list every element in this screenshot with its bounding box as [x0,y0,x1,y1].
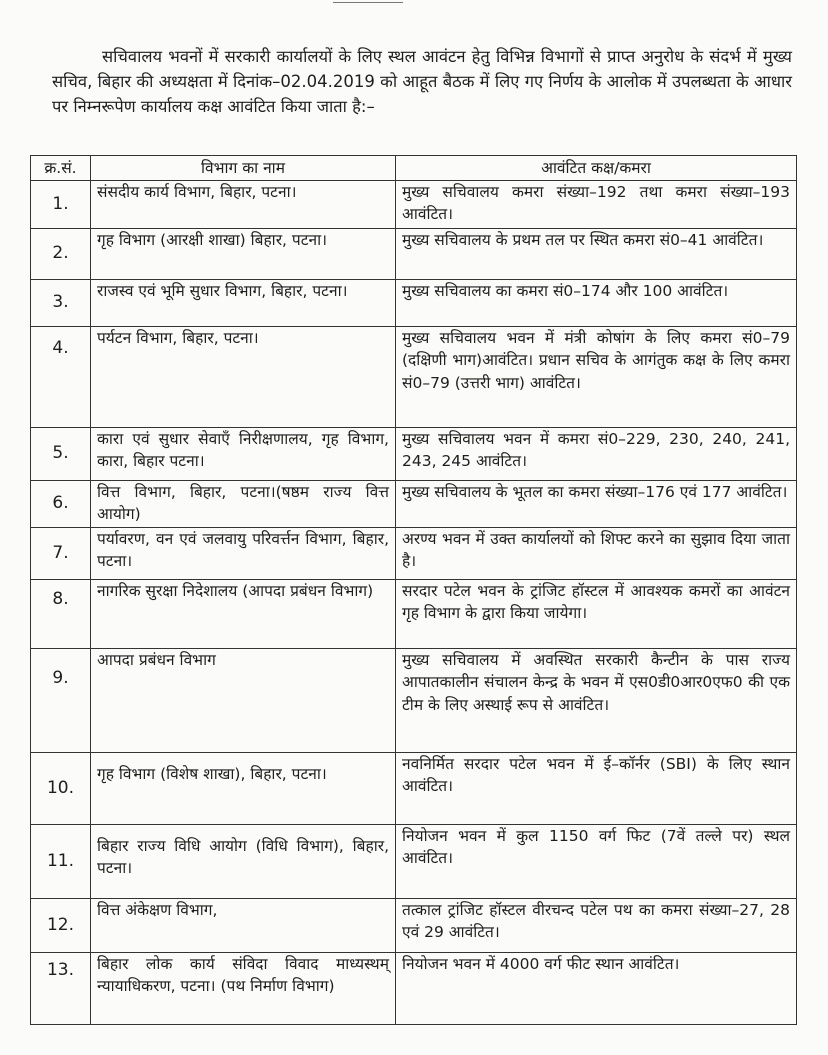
department-name: गृह विभाग (विशेष शाखा), बिहार, पटना। [91,752,396,824]
allocated-room: मुख्य सचिवालय कमरा संख्या–192 तथा कमरा संख्या–193 आवंटित। [396,180,797,228]
row-number: 3. [31,279,91,326]
row-number: 9. [31,648,91,752]
department-name: कारा एवं सुधार सेवाएँ निरीक्षणालय, गृह विभाग, कारा, बिहार पटना। [91,427,396,480]
row-number: 5. [31,427,91,480]
allocated-room: अरण्य भवन में उक्त कार्यालयों को शिफ्ट करने का सुझाव दिया जाता है। [396,527,797,579]
department-name: आपदा प्रबंधन विभाग [91,648,396,752]
table-row [31,326,797,427]
row-number: 2. [31,228,91,279]
allocated-room: नियोजन भवन में कुल 1150 वर्ग फिट (7वें तल्ले पर) स्थल आवंटित। [396,824,797,898]
department-name: बिहार राज्य विधि आयोग (विधि विभाग), बिहार, पटना। [91,824,396,898]
allocated-room: तत्काल ट्रांजिट हॉस्टल वीरचन्द पटेल पथ का कमरा संख्या–27, 28 एवं 29 आवंटित। [396,898,797,952]
allocated-room: नियोजन भवन में 4000 वर्ग फीट स्थान आवंटित। [396,952,797,1024]
top-rule [333,2,403,3]
row-number: 4. [31,326,91,427]
department-name: बिहार लोक कार्य संविदा विवाद माध्यस्थम् न्यायाधिकरण, पटना। (पथ निर्माण विभाग) [91,952,396,1024]
table-row [31,752,797,824]
allocated-room: मुख्य सचिवालय भवन में कमरा सं0–229, 230, 240, 241, 243, 245 आवंटित। [396,427,797,480]
row-number: 6. [31,480,91,527]
row-number: 12. [31,898,91,952]
table-row [31,228,797,279]
table-row [31,579,797,648]
row-number: 1. [31,180,91,228]
header-department: विभाग का नाम [91,156,396,181]
allocated-room: मुख्य सचिवालय के भूतल का कमरा संख्या–176 एवं 177 आवंटित। [396,480,797,527]
row-number: 8. [31,579,91,648]
header-room: आवंटित कक्ष/कमरा [396,156,797,181]
department-name: पर्यटन विभाग, बिहार, पटना। [91,326,396,427]
allocated-room: मुख्य सचिवालय में अवस्थित सरकारी कैन्टीन के पास राज्य आपातकालीन संचालन केन्द्र के भवन में एस0डी0आर0एफ0 की एक टीम के लिए अस्थाई रूप से आवंटित। [396,648,797,752]
department-name: संसदीय कार्य विभाग, बिहार, पटना। [91,180,396,228]
table-row [31,648,797,752]
table-header-row [31,156,797,181]
department-name: नागरिक सुरक्षा निदेशालय (आपदा प्रबंधन विभाग) [91,579,396,648]
table-row [31,952,797,1024]
row-number: 11. [31,824,91,898]
table-row [31,279,797,326]
allocated-room: मुख्य सचिवालय भवन में मंत्री कोषांग के लिए कमरा सं0–79 (दक्षिणी भाग)आवंटित। प्रधान सचिव के आगंतुक कक्ष के लिए कमरा सं0–79 (उत्तरी भाग) आवंटित। [396,326,797,427]
allocated-room: नवनिर्मित सरदार पटेल भवन में ई–कॉर्नर (SBI) के लिए स्थान आवंटित। [396,752,797,824]
department-name: वित्त विभाग, बिहार, पटना।(षष्ठम राज्य वित्त आयोग) [91,480,396,527]
table-row [31,180,797,228]
row-number: 10. [31,752,91,824]
intro-paragraph: सचिवालय भवनों में सरकारी कार्यालयों के लिए स्थल आवंटन हेतु विभिन्न विभागों से प्राप्त अनुरोध के संदर्भ में मुख्य सचिव, बिहार की अध्यक्षता में दिनांक–02.04.2019 को आहूत बैठक में लिए गए निर्णय के आलोक में उपलब्धता के आधार पर निम्नरूपेण कार्यालय कक्ष आवंटित किया जाता है:– [52,47,792,116]
table-row [31,427,797,480]
department-name: पर्यावरण, वन एवं जलवायु परिवर्त्तन विभाग, बिहार, पटना। [91,527,396,579]
row-number: 13. [31,952,91,1024]
allocated-room: सरदार पटेल भवन के ट्रांजिट हॉस्टल में आवश्यक कमरों का आवंटन गृह विभाग के द्वारा किया जायेगा। [396,579,797,648]
allocated-room: मुख्य सचिवालय के प्रथम तल पर स्थित कमरा सं0–41 आवंटित। [396,228,797,279]
row-number: 7. [31,527,91,579]
table-row [31,527,797,579]
department-name: वित्त अंकेक्षण विभाग, [91,898,396,952]
allocation-table [30,155,797,1025]
department-name: गृह विभाग (आरक्षी शाखा) बिहार, पटना। [91,228,396,279]
table-row [31,480,797,527]
table-row [31,824,797,898]
header-serial: क्र.सं. [31,156,91,181]
table-row [31,898,797,952]
allocated-room: मुख्य सचिवालय का कमरा सं0–174 और 100 आवंटित। [396,279,797,326]
department-name: राजस्व एवं भूमि सुधार विभाग, बिहार, पटना। [91,279,396,326]
